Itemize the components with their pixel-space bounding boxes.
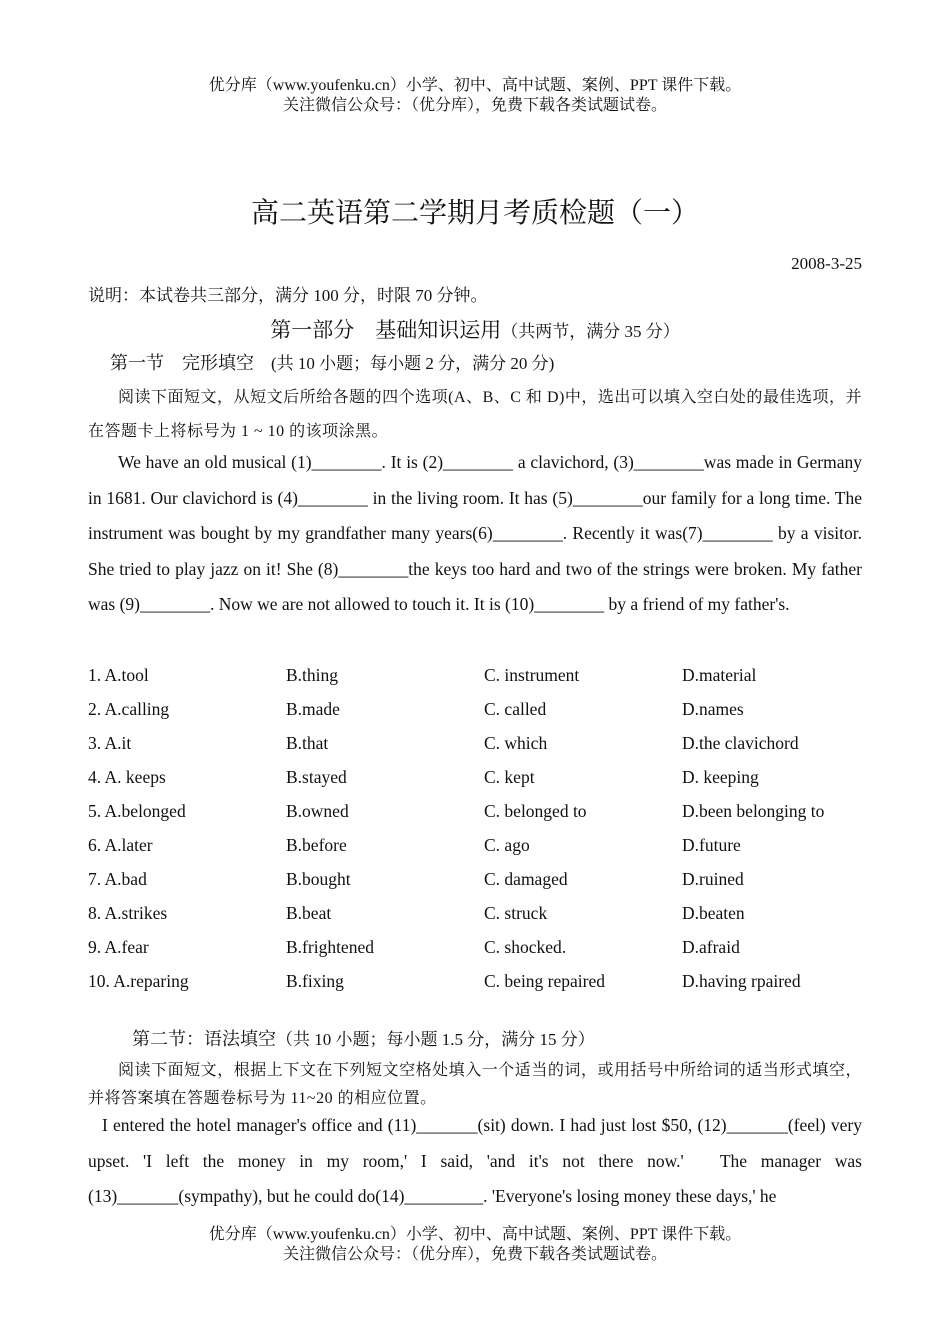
option-a: 8. A.strikes <box>88 903 168 923</box>
option-d: D.afraid <box>682 937 740 957</box>
option-d: D.beaten <box>682 903 745 923</box>
option-c: C. being repaired <box>484 971 605 991</box>
question-row <box>88 726 888 760</box>
page-title: 高二英语第二学期月考质检题（一） <box>250 196 699 229</box>
section1-instruction-text: 阅读下面短文，从短文后所给各题的四个选项(A、B、C 和 D)中，选出可以填入空白处的最佳选项，并在答题卡上将标号为 1 ~ 10 的该项涂黑。 <box>88 389 862 440</box>
option-c: C. kept <box>484 767 535 787</box>
option-d: D.future <box>682 835 741 855</box>
option-c: C. shocked. <box>484 937 567 957</box>
grammar-passage <box>88 1108 862 1215</box>
option-d: D.the clavichord <box>682 733 799 753</box>
question-row <box>88 930 888 964</box>
option-c: C. struck <box>484 903 548 923</box>
page-header <box>0 76 950 116</box>
cloze-passage <box>88 445 862 623</box>
section2-instruction-text: 阅读下面短文，根据上下文在下列短文空格处填入一个适当的词，或用括号中所给词的适当形式填空，并将答案填在答题卷标号为 11~20 的相应位置。 <box>88 1062 862 1107</box>
option-d: D. keeping <box>682 767 759 787</box>
header-line-2: 关注微信公众号：（优分库），免费下载各类试题试卷。 <box>282 97 667 114</box>
option-c: C. damaged <box>484 869 568 889</box>
option-d: D.names <box>682 699 744 719</box>
option-d: D.material <box>682 665 757 685</box>
section1-title: 第一节 完形填空 <box>110 353 254 374</box>
question-row <box>88 964 888 998</box>
page-footer <box>0 1225 950 1265</box>
option-c: C. ago <box>484 835 530 855</box>
part1-title: 第一部分 基础知识运用 <box>270 318 502 342</box>
option-a: 7. A.bad <box>88 869 147 889</box>
option-c: C. called <box>484 699 547 719</box>
option-d: D.ruined <box>682 869 744 889</box>
section2-heading <box>132 1027 595 1054</box>
option-d: D.been belonging to <box>682 801 825 821</box>
question-row <box>88 896 888 930</box>
footer-line-2: 关注微信公众号：（优分库），免费下载各类试题试卷。 <box>282 1246 667 1263</box>
option-b: B.fixing <box>286 971 344 991</box>
cloze-passage-text: We have an old musical (1)________. It is (2)________ a clavichord, (3)________was made in Germany in 1681. Our clavichord is (4)________ in the living room. It has (5)________our family for a long time. The instrument was bought by my grandfather many years(6)________. Recently it was(7)________ by a visitor. She tried to play jazz on it! She (8)________the keys too hard and two of the strings were broken. My father was (9)________. Now we are not allowed to touch it. It is (10)________ by a friend of my father's. <box>88 452 862 614</box>
section2-instruction <box>88 1057 862 1113</box>
option-b: B.owned <box>286 801 349 821</box>
option-a: 5. A.belonged <box>88 801 186 821</box>
option-a: 3. A.it <box>88 733 132 753</box>
option-a: 2. A.calling <box>88 699 170 719</box>
part1-heading <box>0 314 950 349</box>
question-row <box>88 692 888 726</box>
option-a: 9. A.fear <box>88 937 149 957</box>
part1-note: （共两节，满分 35 分） <box>501 322 680 341</box>
question-row <box>88 828 888 862</box>
section1-note: (共 10 小题；每小题 2 分，满分 20 分) <box>254 354 555 373</box>
section2-title: 第二节：语法填空 <box>132 1029 276 1050</box>
exam-date: 2008-3-25 <box>791 254 862 273</box>
footer-line-1: 优分库（www.youfenku.cn）小学、初中、高中试题、案例、PPT 课件下载。 <box>208 1226 742 1243</box>
option-a: 1. A.tool <box>88 665 149 685</box>
question-row <box>88 862 888 896</box>
option-b: B.stayed <box>286 767 347 787</box>
option-c: C. instrument <box>484 665 580 685</box>
exam-intro: 说明：本试卷共三部分，满分 100 分，时限 70 分钟。 <box>88 286 488 305</box>
option-a: 4. A. keeps <box>88 767 166 787</box>
option-c: C. belonged to <box>484 801 587 821</box>
option-b: B.that <box>286 733 329 753</box>
cloze-options <box>88 658 888 998</box>
option-b: B.before <box>286 835 347 855</box>
question-row <box>88 760 888 794</box>
grammar-passage-text: I entered the hotel manager's office and (11)_______(sit) down. I had just lost $50, (12)_______(feel) very upset. 'I left the money in my room,' I said, 'and it's not there now.' The manager was (13)_______(sympathy), but he could do(14)_________. 'Everyone's losing money these days,' he <box>88 1115 862 1206</box>
option-d: D.having rpaired <box>682 971 801 991</box>
question-row <box>88 794 888 828</box>
header-line-1: 优分库（www.youfenku.cn）小学、初中、高中试题、案例、PPT 课件下载。 <box>208 77 742 94</box>
option-b: B.bought <box>286 869 351 889</box>
option-b: B.made <box>286 699 340 719</box>
option-b: B.frightened <box>286 937 374 957</box>
option-c: C. which <box>484 733 548 753</box>
section2-note: （共 10 小题；每小题 1.5 分，满分 15 分） <box>276 1030 595 1049</box>
option-b: B.beat <box>286 903 332 923</box>
option-a: 6. A.later <box>88 835 153 855</box>
question-row <box>88 658 888 692</box>
section1-instruction <box>88 381 862 449</box>
section1-heading <box>110 351 554 378</box>
option-b: B.thing <box>286 665 339 685</box>
option-a: 10. A.reparing <box>88 971 189 991</box>
